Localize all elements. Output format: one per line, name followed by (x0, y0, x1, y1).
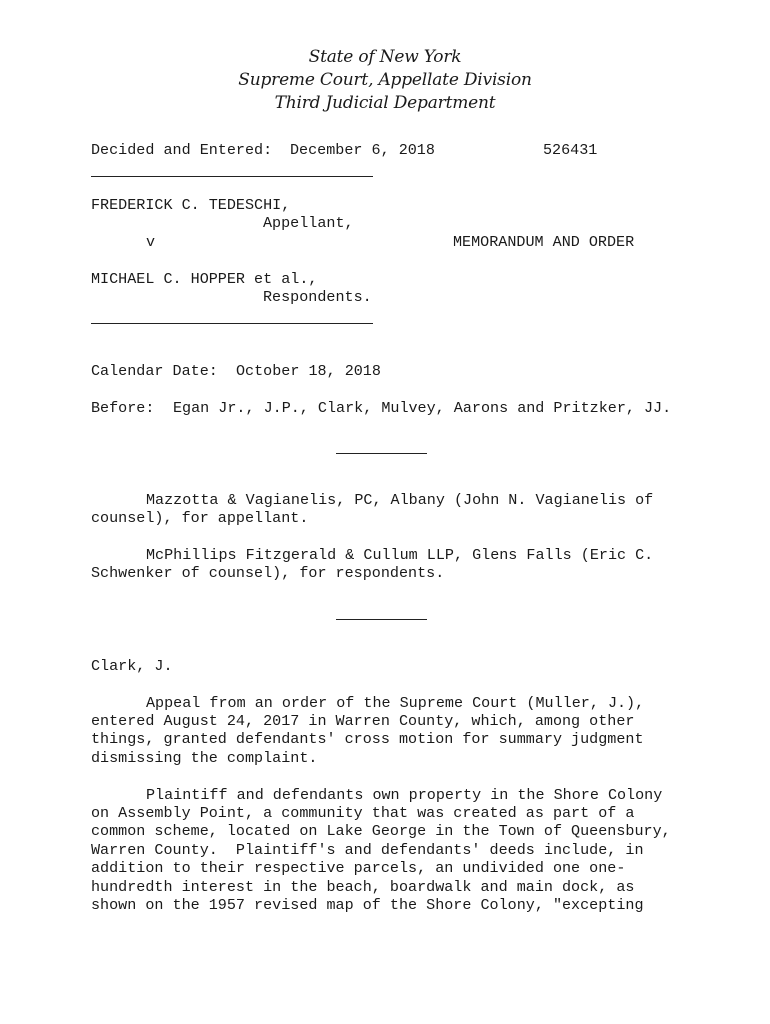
body-p1-line4: dismissing the complaint. (91, 749, 318, 767)
court-header (0, 46, 770, 115)
before-judges: Egan Jr., J.P., Clark, Mulvey, Aarons and Pritzker, JJ. (173, 399, 672, 417)
caption-rule-bottom (91, 323, 373, 324)
decided-date: December 6, 2018 (290, 141, 435, 159)
docket-number: 526431 (543, 141, 598, 159)
calendar-date: October 18, 2018 (236, 362, 381, 380)
decided-label: Decided and Entered: (91, 141, 273, 159)
body-p1-line2: entered August 24, 2017 in Warren County, which, among other (91, 712, 635, 730)
calendar-label: Calendar Date: (91, 362, 218, 380)
before-label: Before: (91, 399, 155, 417)
body-p2-line3: common scheme, located on Lake George in the Town of Queensbury, (91, 822, 671, 840)
body-p1-line1: Appeal from an order of the Supreme Court (Muller, J.), (146, 694, 645, 712)
respondent-role: Respondents. (263, 288, 372, 306)
appellant-name: FREDERICK C. TEDESCHI, (91, 196, 291, 214)
appellant-role: Appellant, (263, 214, 354, 232)
versus: v (146, 233, 156, 251)
counsel-respondent-line2: Schwenker of counsel), for respondents. (91, 564, 445, 582)
body-p2-line2: on Assembly Point, a community that was created as part of a (91, 804, 635, 822)
counsel-appellant-line1: Mazzotta & Vagianelis, PC, Albany (John N. Vagianelis of (146, 491, 654, 509)
body-p2-line6: hundredth interest in the beach, boardwalk and main dock, as (91, 878, 635, 896)
order-type: MEMORANDUM AND ORDER (453, 233, 635, 251)
body-p2-line5: addition to their respective parcels, an undivided one one- (91, 859, 626, 877)
body-p2-line1: Plaintiff and defendants own property in the Shore Colony (146, 786, 663, 804)
court-state: State of New York (308, 47, 462, 67)
separator-rule-1 (336, 453, 427, 454)
body-p2-line7: shown on the 1957 revised map of the Shore Colony, "excepting (91, 896, 644, 914)
separator-rule-2 (336, 619, 427, 620)
court-department: Third Judicial Department (274, 93, 496, 113)
body-p2-line4: Warren County. Plaintiff's and defendants' deeds include, in (91, 841, 644, 859)
caption-rule-top (91, 176, 373, 177)
opinion-author: Clark, J. (91, 657, 173, 675)
body-p1-line3: things, granted defendants' cross motion for summary judgment (91, 730, 644, 748)
respondent-name: MICHAEL C. HOPPER et al., (91, 270, 318, 288)
court-name: Supreme Court, Appellate Division (238, 70, 532, 90)
counsel-respondent-line1: McPhillips Fitzgerald & Cullum LLP, Glens Falls (Eric C. (146, 546, 654, 564)
counsel-appellant-line2: counsel), for appellant. (91, 509, 309, 527)
